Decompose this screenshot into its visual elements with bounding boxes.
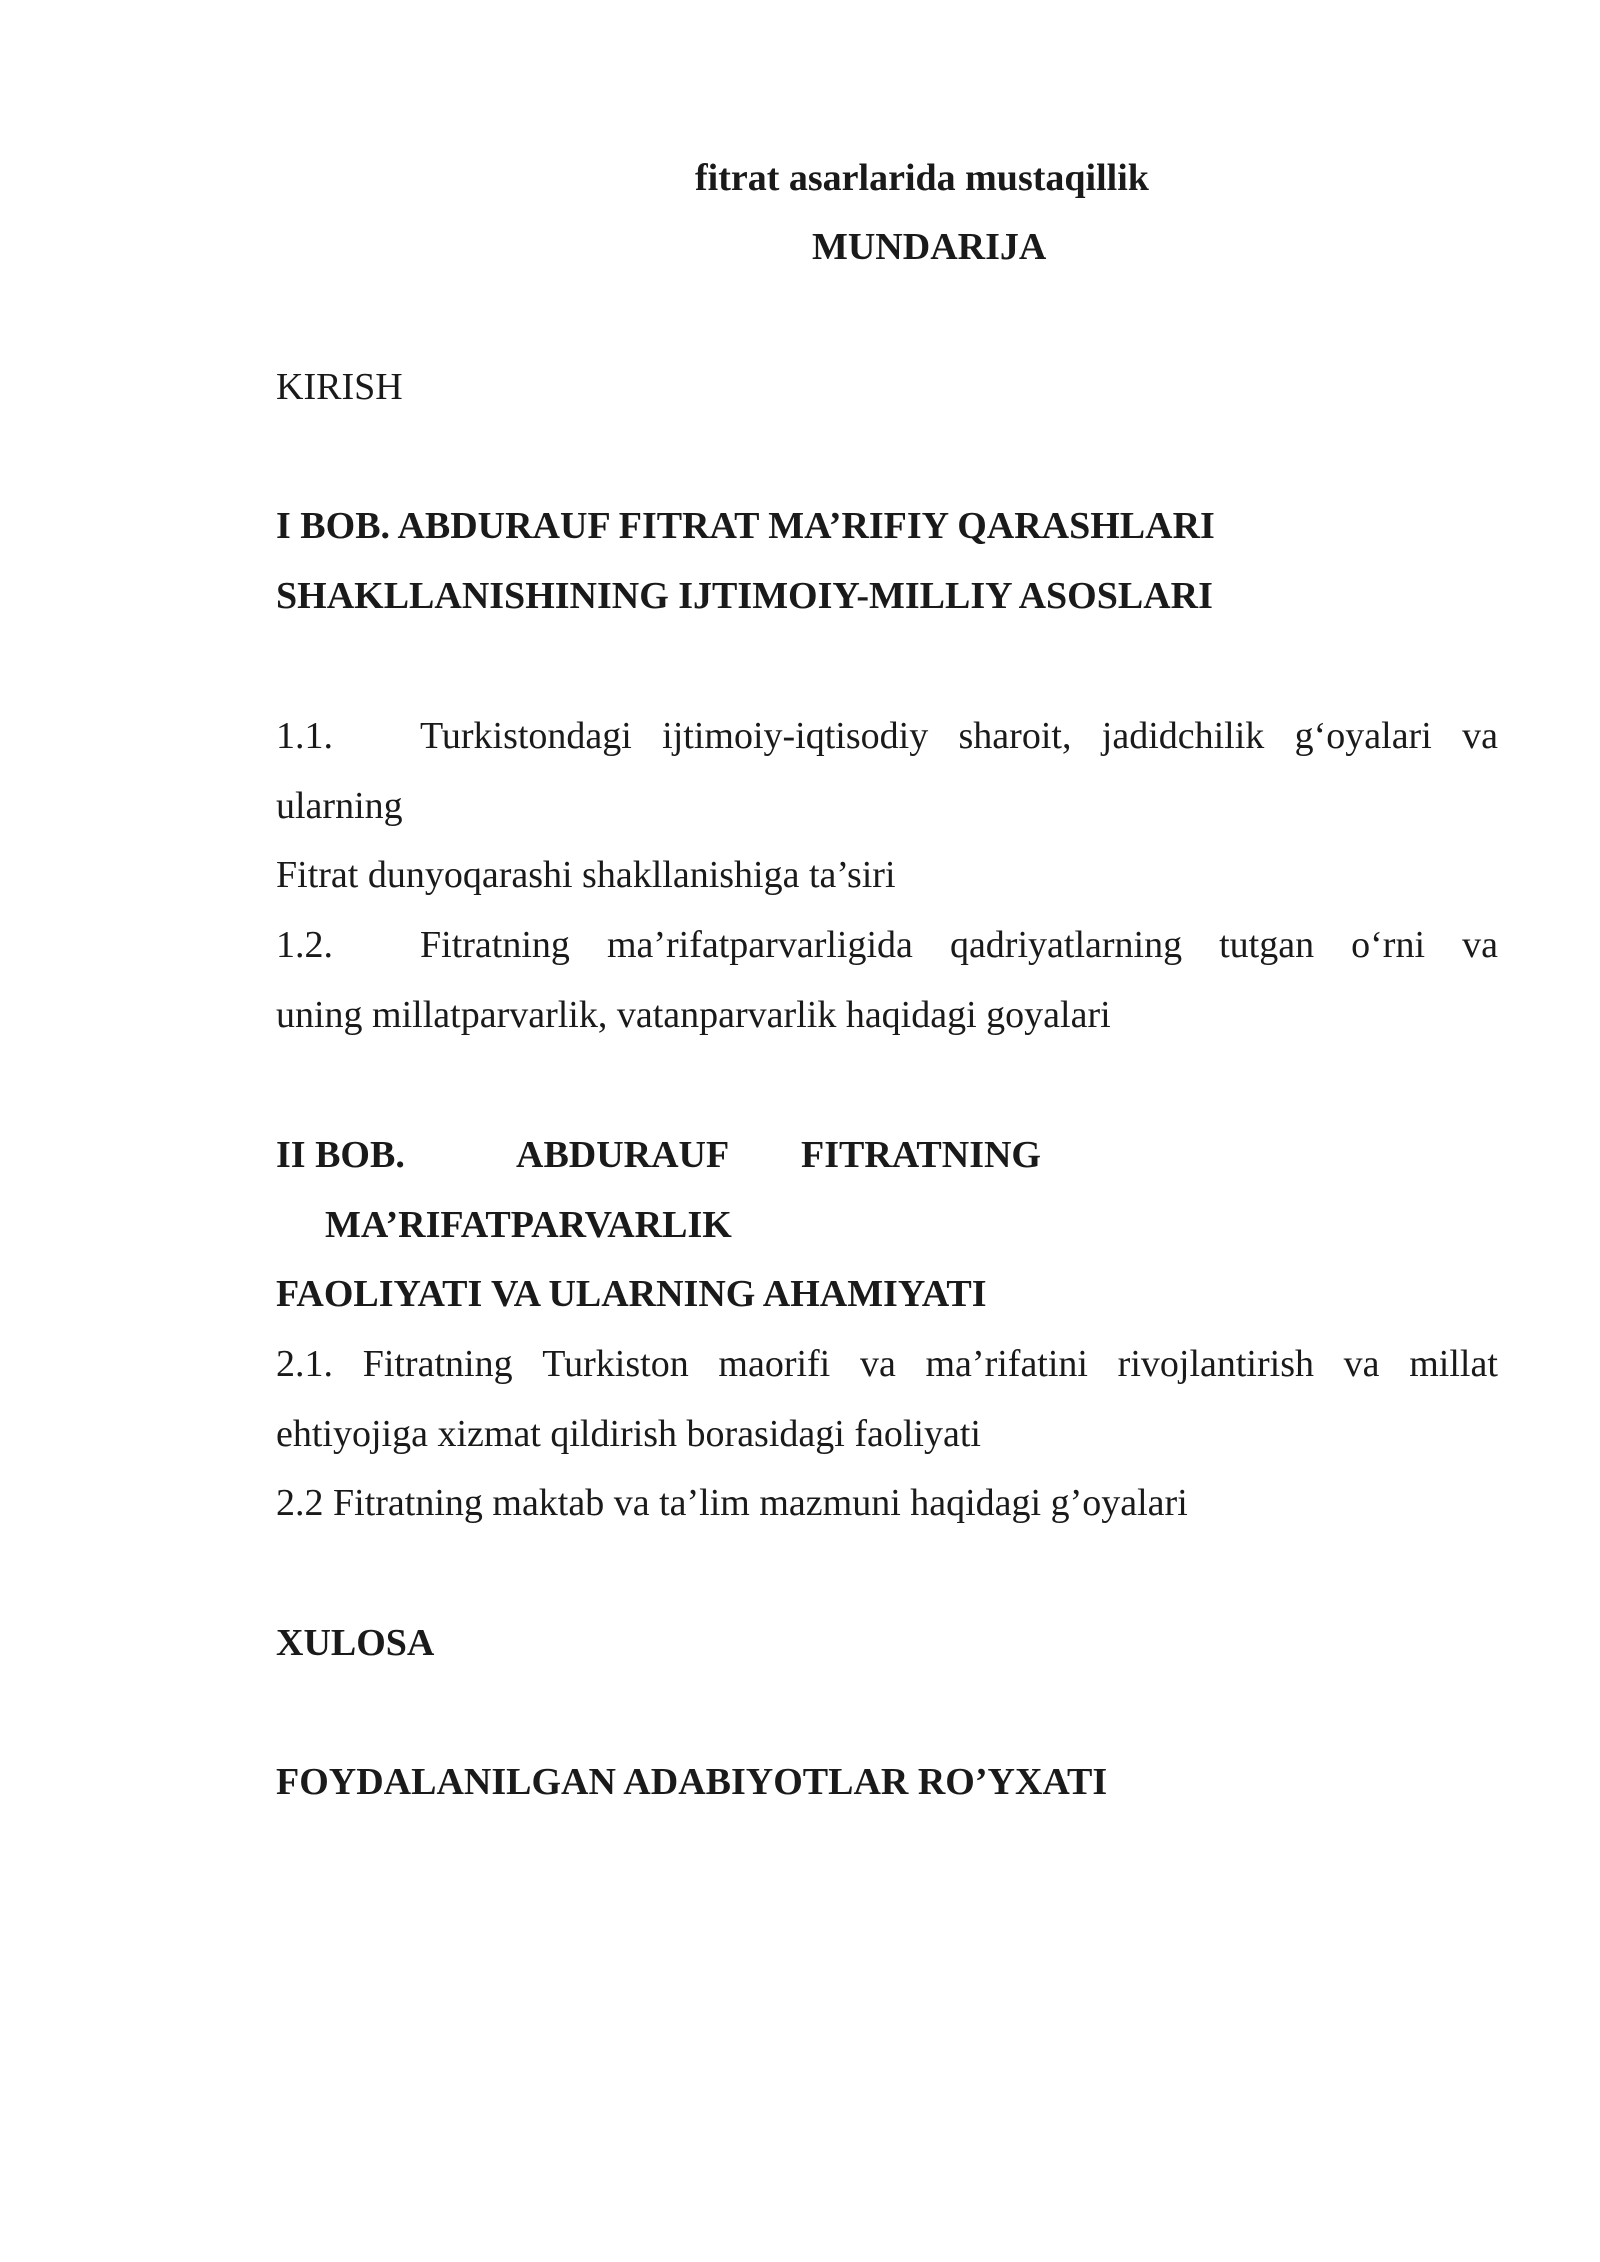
toc-word: Turkistondagi: [420, 715, 632, 757]
toc-word: ma’rifatini: [925, 1343, 1088, 1385]
toc-word: va: [859, 1343, 896, 1385]
toc-section-1-1-line3: Fitrat dunyoqarashi shakllanishiga ta’siri: [276, 854, 896, 896]
toc-references: FOYDALANILGAN ADABIYOTLAR RO’YXATI: [276, 1761, 1108, 1803]
toc-word: ijtimoiy-iqtisodiy: [662, 715, 929, 757]
toc-word: sharoit,: [958, 715, 1072, 757]
toc-word: tutgan: [1219, 924, 1315, 966]
toc-conclusion: XULOSA: [276, 1622, 435, 1664]
toc-chapter1-line1: I BOB. ABDURAUF FITRAT MA’RIFIY QARASHLARI: [276, 505, 1215, 547]
toc-intro: KIRISH: [276, 366, 403, 408]
document-title: fitrat asarlarida mustaqillik: [695, 157, 1149, 199]
toc-word: Turkiston: [542, 1343, 689, 1385]
toc-word: millat: [1409, 1343, 1498, 1385]
toc-chapter2-part3: FITRATNING: [801, 1134, 1041, 1176]
toc-word: 2.1.: [276, 1343, 333, 1385]
toc-section-1-2-line2: uning millatparvarlik, vatanparvarlik haqidagi goyalari: [276, 994, 1111, 1036]
toc-section-1-2-line1: [276, 922, 1498, 968]
toc-chapter2-line2: MA’RIFATPARVARLIK: [325, 1204, 732, 1246]
toc-word: va: [1462, 715, 1498, 757]
toc-chapter2-part1: II BOB.: [276, 1134, 405, 1176]
toc-section-2-1-line1: [276, 1341, 1498, 1387]
toc-word: o‘rni: [1351, 924, 1426, 966]
section-number: 1.1.: [276, 715, 333, 757]
toc-word: va: [1462, 924, 1498, 966]
contents-heading: MUNDARIJA: [812, 226, 1047, 268]
toc-word: g‘oyalari: [1294, 715, 1432, 757]
toc-section-1-1-line1: [276, 713, 1498, 759]
toc-word: va: [1343, 1343, 1380, 1385]
toc-word: qadriyatlarning: [949, 924, 1183, 966]
toc-word: rivojlantirish: [1117, 1343, 1314, 1385]
toc-section-2-2: 2.2 Fitratning maktab va ta’lim mazmuni haqidagi g’oyalari: [276, 1482, 1188, 1524]
toc-word: ma’rifatparvarligida: [606, 924, 913, 966]
toc-section-1-1-line2: ularning: [276, 785, 403, 827]
toc-chapter2-line3: FAOLIYATI VA ULARNING AHAMIYATI: [276, 1273, 987, 1315]
toc-section-2-1-line2: ehtiyojiga xizmat qildirish borasidagi faoliyati: [276, 1413, 981, 1455]
toc-word: jadidchilik: [1101, 715, 1265, 757]
toc-word: Fitratning: [362, 1343, 513, 1385]
toc-chapter1-line2: SHAKLLANISHINING IJTIMOIY-MILLIY ASOSLARI: [276, 575, 1213, 617]
toc-chapter2-part2: ABDURAUF: [516, 1134, 730, 1176]
toc-word: maorifi: [718, 1343, 831, 1385]
toc-word: Fitratning: [420, 924, 570, 966]
section-number: 1.2.: [276, 924, 333, 966]
